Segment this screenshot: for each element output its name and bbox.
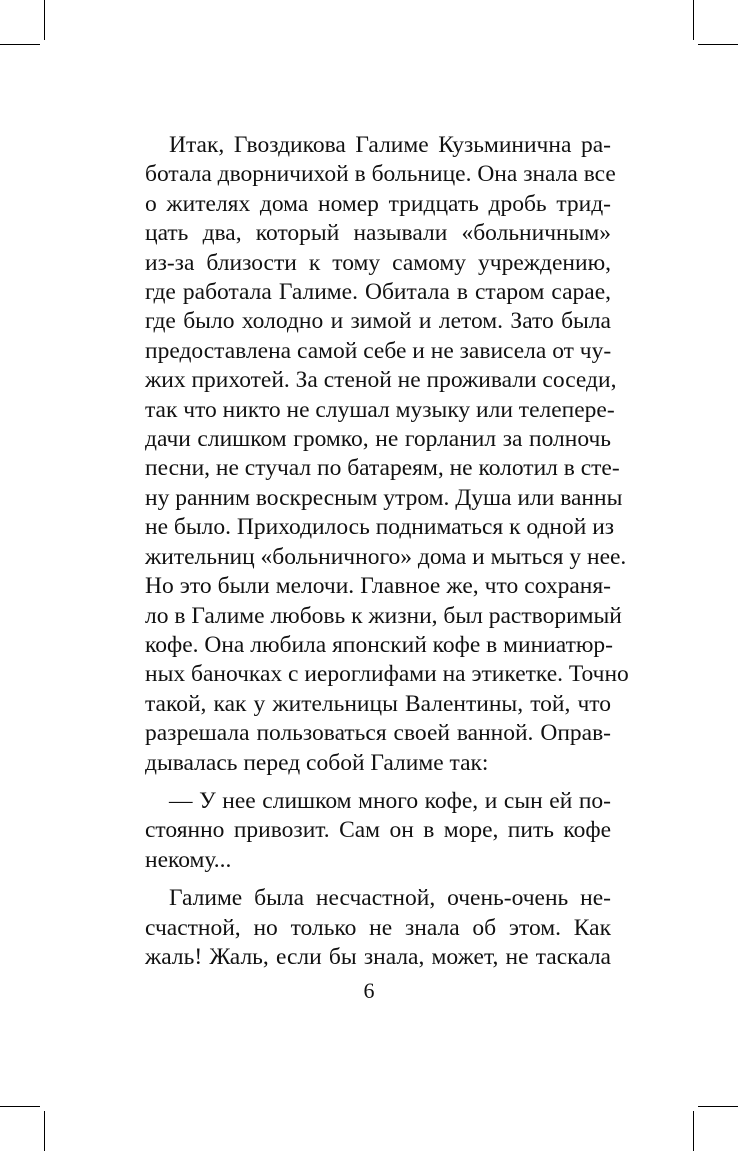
text-line: дывалась перед собой Галиме так: [145,749,489,776]
crop-mark-bottom-right-horizontal [698,1106,738,1107]
text-line: цать два, который называли «больничным» [145,220,611,247]
crop-mark-top-left-horizontal [0,44,40,45]
text-line: некому... [145,846,232,873]
text-line: о жителях дома номер тридцать дробь трид- [145,190,611,217]
text-line: — У нее слишком много кофе, и сын ей по- [169,787,611,814]
paragraph-1 [145,131,629,778]
text-line: дачи слишком громко, не горланил за полночь [145,426,611,453]
page-body [145,131,629,972]
paragraph-spacing [145,875,611,884]
text-line: счастной, но только не знала об этом. Как [145,914,611,941]
paragraph-3 [145,884,611,972]
text-line: разрешала пользоваться своей ванной. Оправ- [145,720,611,747]
text-line: ботала дворничихой в больнице. Она знала все [145,161,616,188]
text-line: ло в Галиме любовь к жизни, был растворимый [145,602,622,629]
text-line: жих прихотей. За стеной не проживали соседи, [145,367,617,394]
text-line: Итак, Гвоздикова Галиме Кузьминична ра- [169,132,611,158]
text-line: стоянно привозит. Сам он в море, пить кофе [145,817,611,844]
text-line: ну ранним воскресным утром. Душа или ванны [145,484,623,511]
paragraph-spacing [145,778,611,787]
text-line: не было. Приходилось подниматься к одной из [145,514,615,541]
crop-mark-top-left-vertical [44,0,45,40]
text-line: ных баночках с иероглифами на этикетке. Точно [145,661,629,688]
crop-mark-bottom-left-vertical [44,1111,45,1151]
text-line: где работала Галиме. Обитала в старом сарае, [145,279,611,306]
text-line: так что никто не слушал музыку или телепере- [145,396,615,423]
text-line: жительниц «больничного» дома и мыться у нее. [145,543,627,570]
crop-mark-bottom-right-vertical [693,1111,694,1151]
text-line: из-за близости к тому самому учреждению, [145,249,611,276]
crop-mark-bottom-left-horizontal [0,1106,40,1107]
text-line: предоставлена самой себе и не зависела от чу- [145,337,612,364]
crop-mark-top-right-horizontal [698,44,738,45]
text-line: Но это были мелочи. Главное же, что сохраня- [145,573,611,600]
text-line: песни, не стучал по батареям, не колотил в сте- [145,455,620,482]
text-line: кофе. Она любила японский кофе в миниатюр- [145,631,613,658]
text-line: такой, как у жительницы Валентины, той, что [145,690,611,717]
text-line: жаль! Жаль, если бы знала, может, не таскала [145,943,611,970]
crop-mark-top-right-vertical [693,0,694,40]
text-line: Галиме была несчастной, очень-очень не- [169,885,611,912]
dialogue-paragraph [145,787,611,875]
text-line: где было холодно и зимой и летом. Зато была [145,308,611,335]
page-number: 6 [363,978,375,1003]
